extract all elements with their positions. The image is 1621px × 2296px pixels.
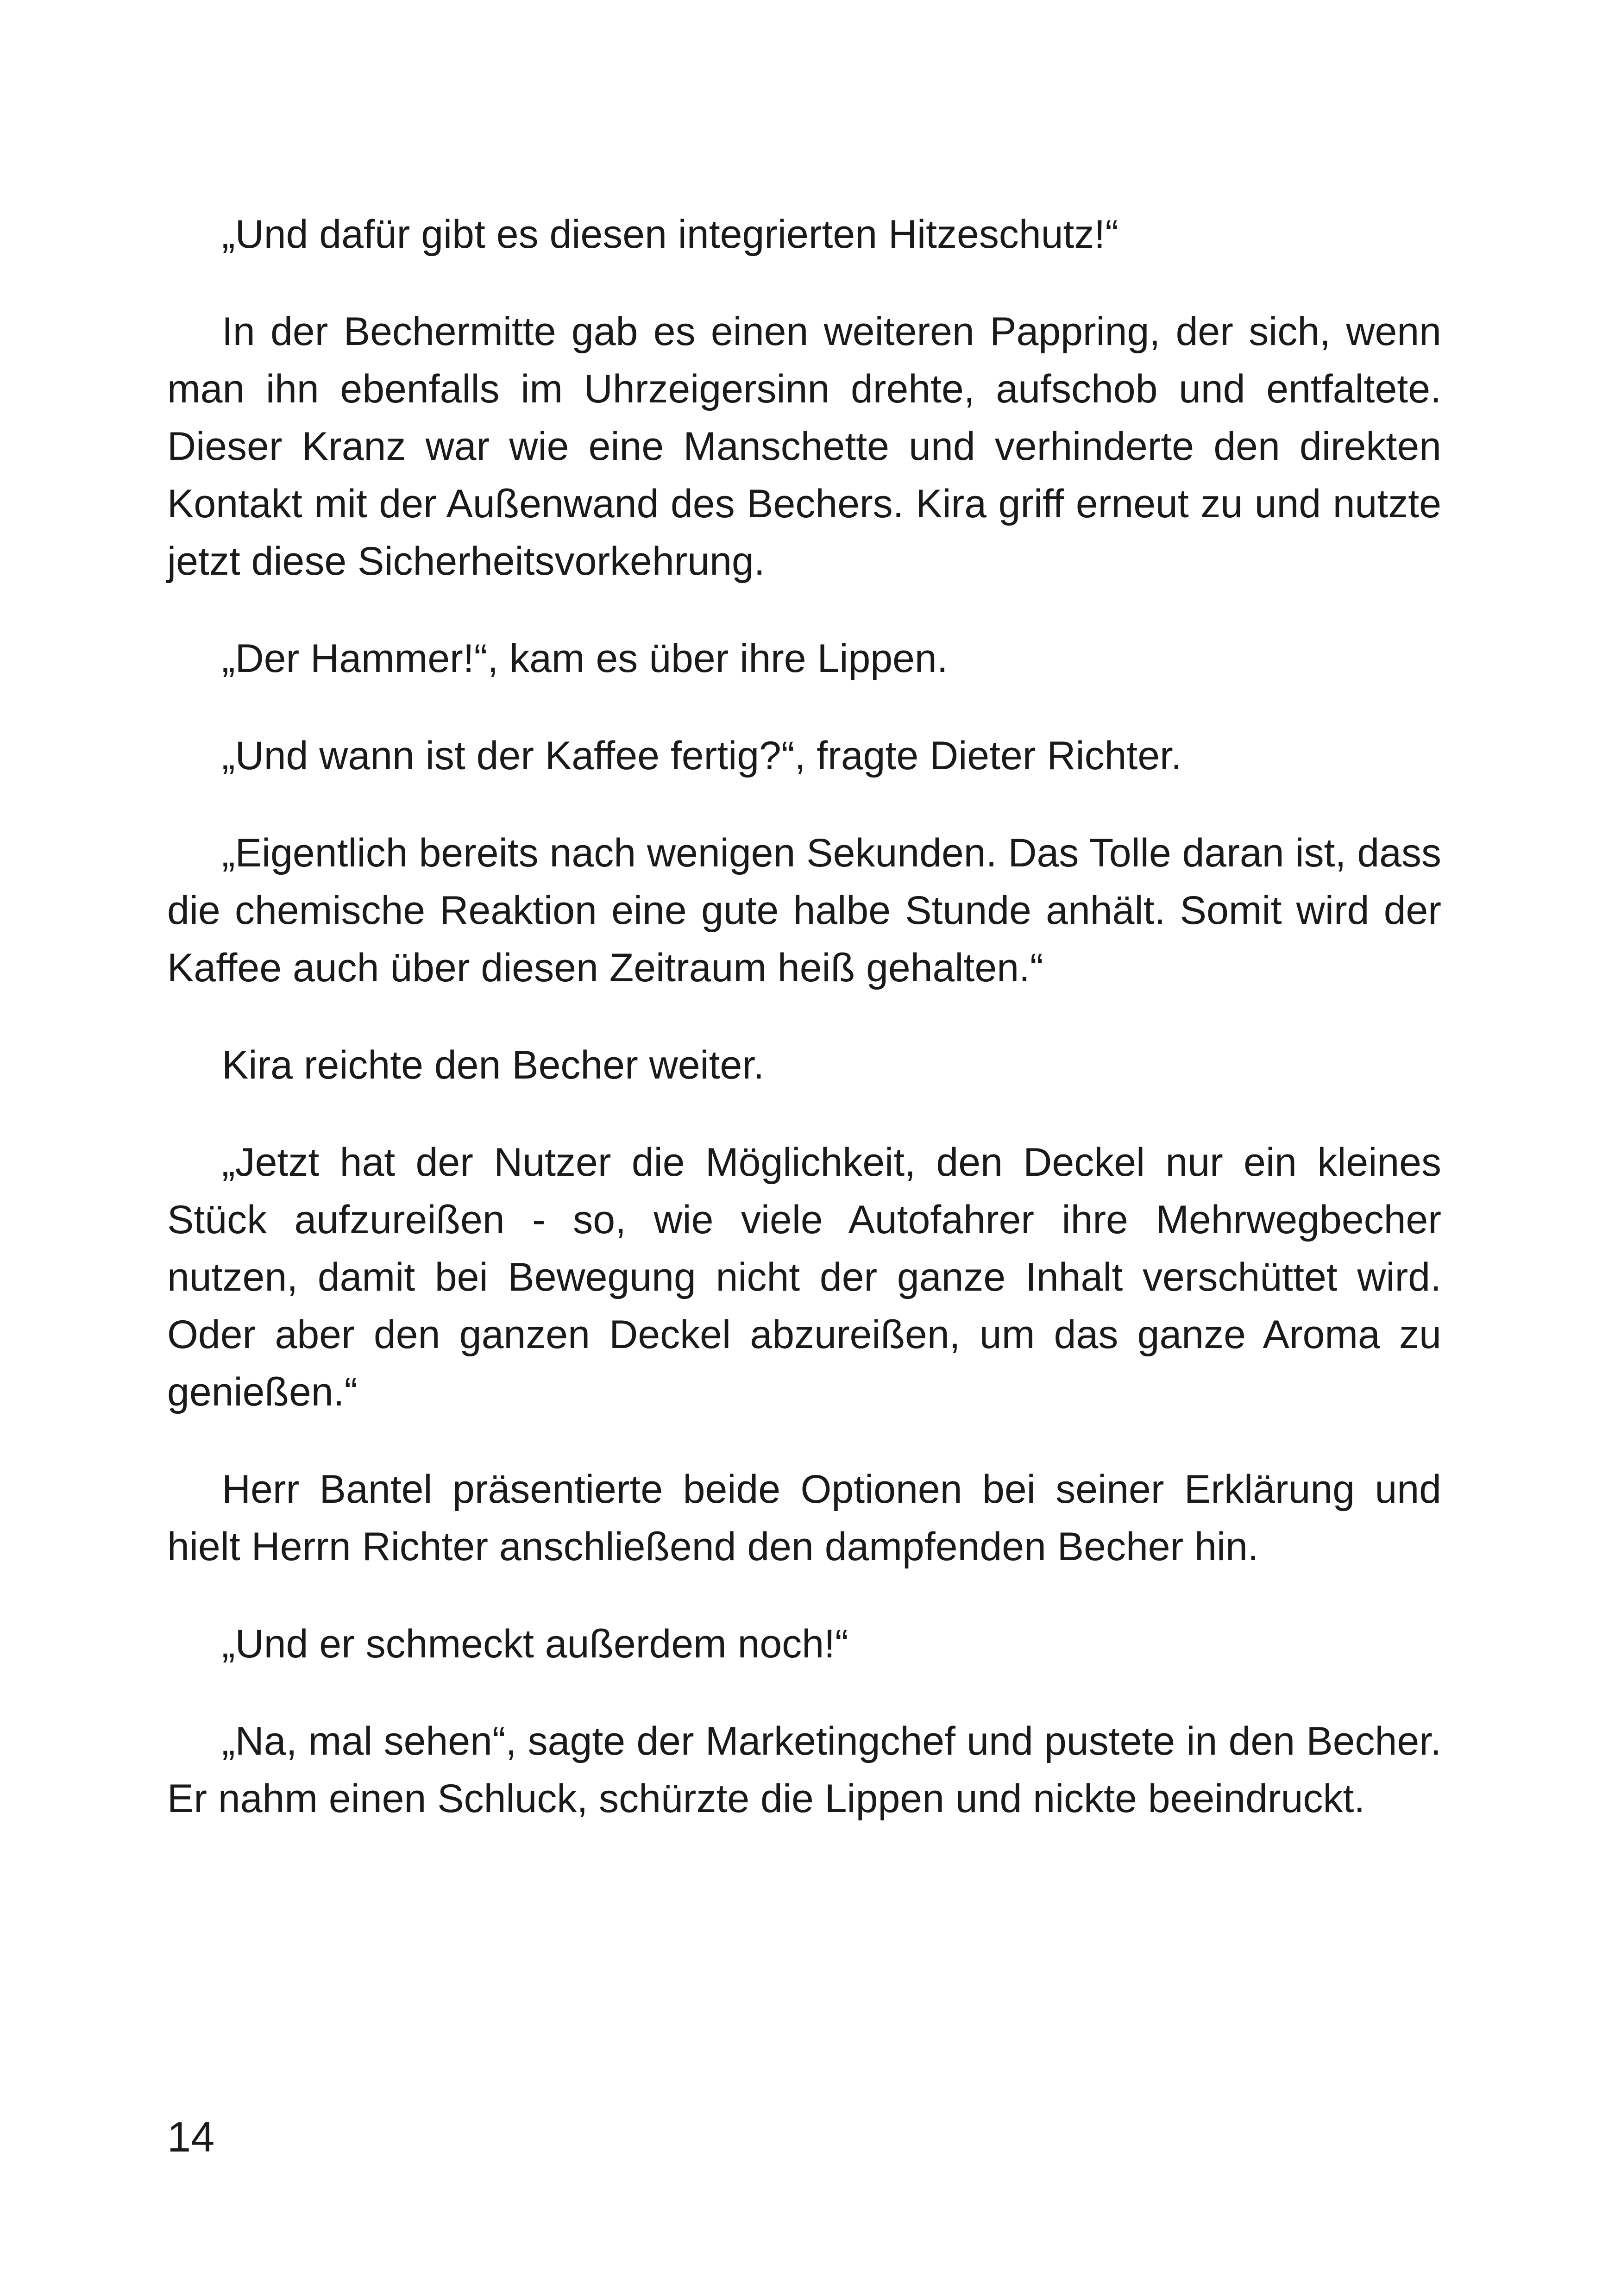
paragraph: In der Bechermitte gab es einen weiteren Pappring, der sich, wenn man ihn ebenfalls im Uhrzeigersinn drehte, aufschob und entfaltete. Dieser Kranz war wie eine Manschette und verhinderte den direkten Kontakt mit der Außenwand des Bechers. Kira griff erneut zu und nutzte jetzt diese Sicherheitsvorkehrung. bbox=[167, 309, 1441, 583]
paragraph: „Na, mal sehen“, sagte der Marketingchef und pustete in den Becher. Er nahm einen Schluck, schürzte die Lippen und nickte beeindruckt. bbox=[167, 1719, 1441, 1821]
paragraph: Herr Bantel präsentierte beide Optionen bei seiner Erklärung und hielt Herrn Richter anschließend den dampfenden Becher hin. bbox=[167, 1467, 1441, 1569]
body-text bbox=[167, 206, 1441, 1867]
paragraph: „Und wann ist der Kaffee fertig?“, fragte Dieter Richter. bbox=[222, 734, 1182, 778]
page-number: 14 bbox=[167, 2114, 215, 2161]
paragraph: „Jetzt hat der Nutzer die Möglichkeit, den Deckel nur ein kleines Stück aufzureißen - so, wie viele Autofahrer ihre Mehrwegbecher nutzen, damit bei Bewegung nicht der ganze Inhalt verschüttet wird. Oder aber den ganzen Deckel abzureißen, um das ganze Aroma zu genießen.“ bbox=[167, 1140, 1441, 1414]
paragraph: „Und dafür gibt es diesen integrierten Hitzeschutz!“ bbox=[222, 212, 1118, 257]
paragraph: „Und er schmeckt außerdem noch!“ bbox=[222, 1622, 848, 1666]
paragraph: „Eigentlich bereits nach wenigen Sekunden. Das Tolle daran ist, dass die chemische Reaktion eine gute halbe Stunde anhält. Somit wird der Kaffee auch über diesen Zeitraum heiß gehalten.“ bbox=[167, 831, 1441, 990]
paragraph: Kira reichte den Becher weiter. bbox=[222, 1043, 765, 1087]
paragraph: „Der Hammer!“, kam es über ihre Lippen. bbox=[222, 636, 948, 681]
